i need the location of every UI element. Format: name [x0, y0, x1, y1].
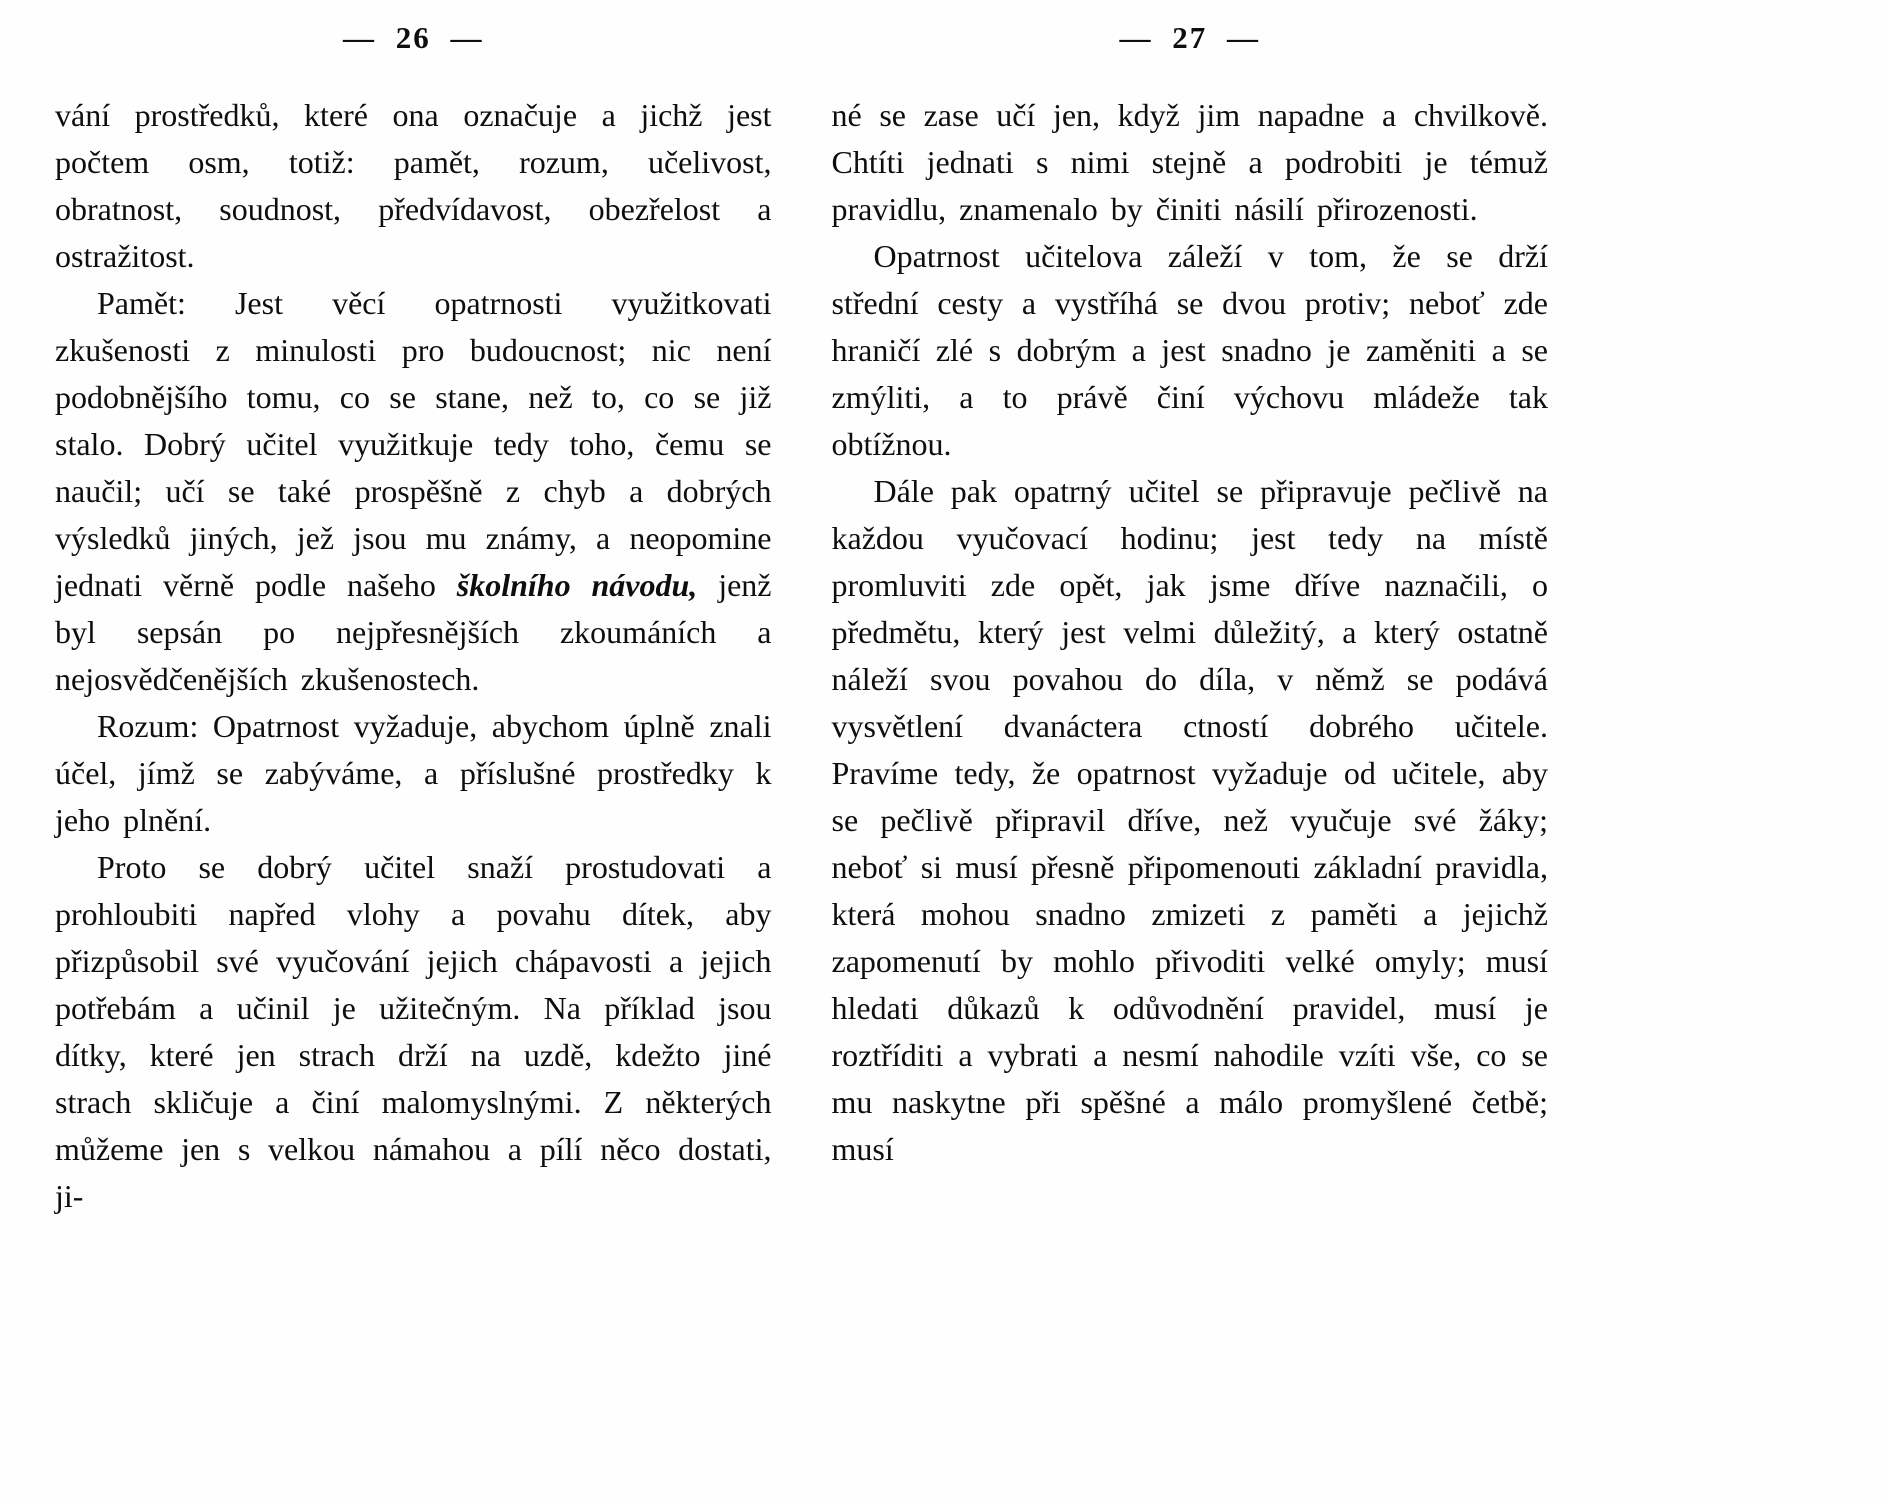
paragraph: [55, 844, 772, 1220]
text-run: jenž byl sepsán po nejpřesnějších zkoumáních a nejosvědčenějších zkušenostech.: [55, 567, 772, 697]
paragraph: [55, 703, 772, 844]
emphasized-phrase: školního návodu,: [456, 567, 698, 603]
paragraph: [55, 280, 772, 703]
paragraph: [832, 92, 1549, 233]
text-run: Rozum: Opatrnost vyžaduje, abychom úplně znali účel, jímž se zabýváme, a příslušné prostředky k jeho plnění.: [55, 708, 772, 838]
page-number-header: — 26 —: [343, 20, 484, 55]
page-text-column: [832, 92, 1549, 1173]
text-run: né se zase učí jen, když jim napadne a chvilkově. Chtíti jednati s nimi stejně a podrobiti je témuž pravidlu, znamenalo by činiti násilí přirozenosti.: [831, 97, 1548, 227]
paragraph: [832, 233, 1549, 468]
text-run: vání prostředků, které ona označuje a jichž jest počtem osm, totiž: pamět, rozum, učelivost, obratnost, soudnost, předvídavost, obezřelost a ostražitost.: [55, 97, 772, 274]
page-text-column: [55, 92, 772, 1220]
page-26: [55, 16, 772, 1480]
page-27: [832, 16, 1549, 1480]
text-run: Opatrnost učitelova záleží v tom, že se drží střední cesty a vystříhá se dvou protiv; neboť zde hraničí zlé s dobrým a jest snadno je zaměniti a se zmýliti, a to právě činí výchovu mládeže tak obtížnou.: [831, 238, 1548, 462]
paragraph: [832, 468, 1549, 1173]
paragraph: [55, 92, 772, 280]
text-run: Pamět: Jest věcí opatrnosti využitkovati zkušenosti z minulosti pro budoucnost; nic není podobnějšího tomu, co se stane, než to, co se již stalo. Dobrý učitel využitkuje tedy toho, čemu se naučil; učí se také prospěšně z chyb a dobrých výsledků jiných, jež jsou mu známy, a neopomine jednati věrně podle našeho: [55, 285, 772, 603]
page-number-header: — 27 —: [1119, 20, 1260, 55]
text-run: Dále pak opatrný učitel se připravuje pečlivě na každou vyučovací hodinu; jest tedy na místě promluviti zde opět, jak jsme dříve naznačili, o předmětu, který jest velmi důležitý, a který ostatně náleží svou povahou do díla, v němž se podává vysvětlení dvanáctera ctností dobrého učitele. Pravíme tedy, že opatrnost vyžaduje od učitele, aby se pečlivě připravil dříve, než vyučuje své žáky; neboť si musí přesně připomenouti základní pravidla, která mohou snadno zmizeti z paměti a jejichž zapomenutí by mohlo přivoditi velké omyly; musí hledati důkazů k odůvodnění pravidel, musí je roztříditi a vybrati a nesmí nahodile vzíti vše, co se mu naskytne při spěšné a málo promyšlené četbě; musí: [831, 473, 1548, 1167]
text-run: Proto se dobrý učitel snaží prostudovati a prohloubiti napřed vlohy a povahu dítek, aby přizpůsobil své vyučování jejich chápavosti a jejich potřebám a učinil je užitečným. Na příklad jsou dítky, které jen strach drží na uzdě, kdežto jiné strach skličuje a činí malomyslnými. Z některých můžeme jen s velkou námahou a pílí něco dostati, ji-: [55, 849, 772, 1214]
